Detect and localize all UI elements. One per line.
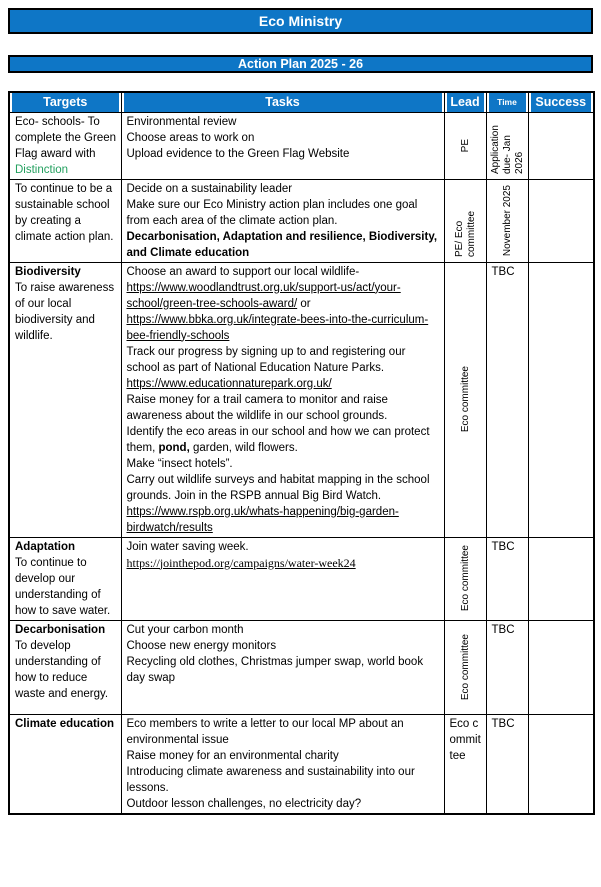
- task-link[interactable]: https://www.woodlandtrust.org.uk/support-us/act/your-school/green-tree-schools-award/: [126, 281, 401, 310]
- text-segment: Cut your carbon month: [126, 623, 244, 636]
- table-header-row: [9, 92, 594, 112]
- text-segment: Distinction: [15, 163, 69, 176]
- text-segment: Eco members to write a letter to our local MP about an environmental issue: [126, 717, 404, 746]
- column-header-targets: [9, 92, 121, 112]
- text-segment: Decarbonisation, Adaptation and resilience, Biodiversity, and Climate education: [126, 230, 438, 259]
- task-line: [127, 504, 440, 536]
- lead-rotated-wrap: [450, 622, 482, 713]
- task-line: [127, 376, 440, 392]
- text-segment: Join water saving week.: [126, 540, 249, 553]
- time-cell: [486, 262, 528, 537]
- text-segment: Choose new energy monitors: [126, 639, 277, 652]
- text-segment: Choose areas to work on: [126, 131, 255, 144]
- task-line: [127, 229, 440, 261]
- task-link[interactable]: https://www.rspb.org.uk/whats-happening/big-garden-birdwatch/results: [126, 505, 399, 534]
- column-header-label: Time: [489, 93, 526, 112]
- target-text: [15, 181, 117, 245]
- task-line: [127, 748, 440, 764]
- lead-text: Eco committee: [449, 717, 481, 762]
- task-line: [127, 146, 440, 162]
- column-header-label: Success: [531, 93, 592, 112]
- target-cell: [9, 620, 121, 714]
- task-link[interactable]: https://www.bbka.org.uk/integrate-bees-into-the-curriculum-bee-friendly-schools: [126, 313, 429, 342]
- table-row: [9, 620, 594, 714]
- text-segment: Eco- schools- To complete the Green Flag award with: [15, 115, 117, 160]
- target-text: [15, 280, 117, 344]
- text-segment: Raise money for an environmental charity: [126, 749, 339, 762]
- table-row: [9, 262, 594, 537]
- time-text: TBC: [491, 717, 515, 730]
- text-segment: Make sure our Eco Ministry action plan includes one goal from each area of the climate action plan.: [126, 198, 418, 227]
- lead-rotated-wrap: [450, 181, 482, 261]
- task-line: [127, 456, 440, 472]
- text-segment: Carry out wildlife surveys and habitat mapping in the school grounds. Join in the RSPB annual Big Bird Watch.: [126, 473, 430, 502]
- column-header-label: Lead: [447, 93, 484, 112]
- lead-rotated-wrap: [450, 539, 482, 619]
- task-line: [127, 392, 440, 424]
- target-cell: [9, 537, 121, 620]
- text-segment: Track our progress by signing up to and registering our school as part of National Education Nature Parks.: [126, 345, 406, 374]
- lead-text: Eco committee: [459, 366, 471, 433]
- task-line: [127, 280, 440, 312]
- tasks-cell: [121, 714, 444, 814]
- time-rotated-wrap: [492, 181, 524, 261]
- success-cell: [528, 537, 594, 620]
- lead-text: Eco committee: [459, 633, 471, 701]
- target-cell: [9, 262, 121, 537]
- task-line: [127, 197, 440, 229]
- target-text: [15, 638, 117, 702]
- time-cell: [486, 714, 528, 814]
- text-segment: Choose an award to support our local wildlife-: [126, 265, 360, 278]
- time-cell: [486, 179, 528, 262]
- text-segment: Decide on a sustainability leader: [126, 182, 293, 195]
- column-header-lead: [444, 92, 486, 112]
- target-cell: [9, 179, 121, 262]
- lead-text: PE: [459, 138, 471, 153]
- time-cell: [486, 620, 528, 714]
- table-row: [9, 179, 594, 262]
- text-segment: To develop understanding of how to reduce waste and energy.: [15, 639, 109, 700]
- title-banner: Eco Ministry: [8, 8, 593, 34]
- tasks-cell: [121, 537, 444, 620]
- lead-rotated-wrap: [450, 114, 482, 178]
- tasks-cell: [121, 262, 444, 537]
- success-cell: [528, 112, 594, 179]
- task-line: [127, 555, 440, 572]
- task-line: [127, 312, 440, 344]
- task-line: [127, 344, 440, 376]
- table-row: [9, 714, 594, 814]
- tasks-cell: [121, 179, 444, 262]
- target-heading: Decarbonisation: [15, 623, 106, 636]
- column-header-tasks: [121, 92, 444, 112]
- lead-cell: [444, 620, 486, 714]
- action-plan-table: [8, 91, 595, 815]
- text-segment: Identify the eco areas in our school and how we can protect them,: [126, 425, 430, 454]
- target-cell: [9, 112, 121, 179]
- time-text: TBC: [491, 623, 515, 636]
- success-cell: [528, 179, 594, 262]
- column-header-success: [528, 92, 594, 112]
- target-heading: Adaptation: [15, 540, 76, 553]
- task-line: [127, 716, 440, 748]
- target-cell: [9, 714, 121, 814]
- target-heading: Biodiversity: [15, 265, 81, 278]
- task-line: [127, 622, 440, 638]
- text-segment: Recycling old clothes, Christmas jumper swap, world book day swap: [126, 655, 424, 684]
- text-segment: To continue to be a sustainable school by creating a climate action plan.: [15, 182, 114, 243]
- success-cell: [528, 262, 594, 537]
- time-text: TBC: [491, 540, 515, 553]
- task-line: [127, 114, 440, 130]
- task-link[interactable]: https://jointhepod.org/campaigns/water-week24: [126, 555, 356, 570]
- target-text: [15, 555, 117, 619]
- time-cell: [486, 537, 528, 620]
- lead-cell: [444, 179, 486, 262]
- text-segment: Raise money for a trail camera to monitor and raise awareness about the wildlife in our school grounds.: [126, 393, 388, 422]
- text-segment: Make “insect hotels”.: [126, 457, 233, 470]
- lead-text: PE/ Eco committee: [453, 210, 477, 257]
- table-row: [9, 537, 594, 620]
- text-segment: Outdoor lesson challenges, no electricity day?: [126, 797, 362, 810]
- task-line: [127, 424, 440, 456]
- task-line: [127, 539, 440, 555]
- text-segment: pond,: [158, 441, 190, 454]
- time-cell: [486, 112, 528, 179]
- column-header-label: Tasks: [124, 93, 442, 112]
- task-line: [127, 638, 440, 654]
- task-line: [127, 130, 440, 146]
- text-segment: To continue to develop our understanding of how to save water.: [15, 556, 111, 617]
- text-segment: Introducing climate awareness and sustainability into our lessons.: [126, 765, 415, 794]
- column-header-label: Targets: [12, 93, 119, 112]
- tasks-cell: [121, 620, 444, 714]
- text-segment: Environmental review: [126, 115, 237, 128]
- task-line: [127, 181, 440, 197]
- task-line: [127, 764, 440, 796]
- time-rotated-wrap: [489, 114, 525, 178]
- text-segment: or: [297, 297, 311, 310]
- lead-text: Eco committee: [459, 545, 471, 612]
- task-line: [127, 264, 440, 280]
- column-header-time: [486, 92, 528, 112]
- lead-rotated-wrap: [450, 264, 482, 536]
- lead-cell: [444, 714, 486, 814]
- text-segment: Upload evidence to the Green Flag Website: [126, 147, 350, 160]
- lead-cell: [444, 112, 486, 179]
- tasks-cell: [121, 112, 444, 179]
- time-text: TBC: [491, 265, 515, 278]
- task-line: [127, 472, 440, 504]
- table-row: [9, 112, 594, 179]
- task-line: [127, 654, 440, 686]
- subtitle-banner: Action Plan 2025 - 26: [8, 55, 593, 73]
- success-cell: [528, 714, 594, 814]
- target-heading: Climate education: [15, 717, 115, 730]
- task-link[interactable]: https://www.educationnaturepark.org.uk/: [126, 377, 332, 390]
- target-text: [15, 114, 117, 178]
- time-text: Application due- Jan 2026: [489, 124, 525, 174]
- text-segment: To raise awareness of our local biodiversity and wildlife.: [15, 281, 115, 342]
- lead-cell: [444, 537, 486, 620]
- time-text: November 2025: [501, 184, 513, 257]
- lead-cell: [444, 262, 486, 537]
- text-segment: garden, wild flowers.: [189, 441, 298, 454]
- success-cell: [528, 620, 594, 714]
- task-line: [127, 796, 440, 812]
